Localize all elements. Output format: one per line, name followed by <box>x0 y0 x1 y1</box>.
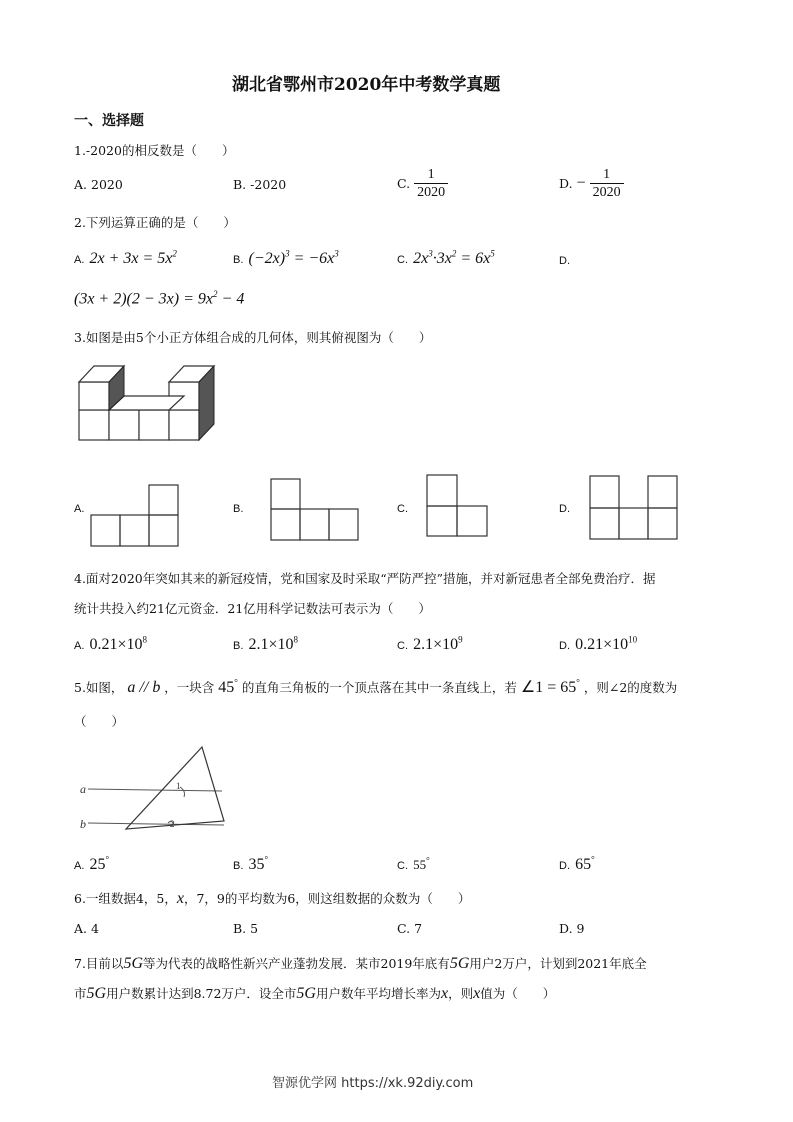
expression: $0.21\times 10^8$ <box>89 634 148 653</box>
option-label: A. <box>74 860 85 872</box>
option-value: 55° <box>413 855 430 872</box>
option-label: C. <box>397 640 408 652</box>
angle-45: 45° <box>218 677 238 696</box>
expression: $2.1\times 10^9$ <box>413 634 463 653</box>
q5-figure <box>76 745 226 835</box>
q4-option-d <box>559 634 637 654</box>
q4-option-a <box>74 634 147 654</box>
q1-stem: 1.-2020的相反数是（ ） <box>74 143 235 158</box>
q6-option-b: B. 5 <box>233 921 259 936</box>
angle-1-label: 1 <box>176 781 181 791</box>
q3-option-d-label: D. <box>559 503 570 515</box>
minus-sign: − <box>576 174 586 192</box>
q1-option-b <box>233 177 286 192</box>
q5-option-c <box>397 854 430 873</box>
expression: $0.21\times 10^{10}$ <box>575 634 638 653</box>
option-label: B. <box>233 860 244 872</box>
q5-paren: （ ） <box>74 714 125 729</box>
term-5g: 5G <box>86 985 107 1002</box>
q4-stem-line1: 4.面对2020年突如其来的新冠疫情，党和国家及时采取“严防严控”措施，并对新冠患者全部免费治疗．据 <box>74 571 656 586</box>
q6-stem: 6.一组数据4，5，x，7，9的平均数为6，则这组数据的众数为（ ） <box>74 890 471 907</box>
variable-x: x <box>176 890 184 907</box>
parallel-expression: a // b <box>127 679 161 696</box>
numerator: 1 <box>427 167 435 182</box>
option-label: B. <box>233 254 244 266</box>
q2-option-d <box>559 249 570 268</box>
q3-option-c-label: C. <box>397 503 408 515</box>
option-label: C. <box>397 254 408 266</box>
expression: $2x + 3x = 5x^2$ <box>89 248 177 267</box>
q1-option-a <box>74 177 123 192</box>
q4-option-b <box>233 634 298 654</box>
q6-option-c: C. 7 <box>397 921 423 936</box>
term-5g: 5G <box>296 985 316 1002</box>
term-5g: 5G <box>449 955 470 972</box>
q3-option-b-figure <box>270 478 360 542</box>
q3-option-b-label: B. <box>233 503 244 515</box>
expression: $2x^3\cdot 3x^2 = 6x^5$ <box>413 248 495 267</box>
q2-stem: 2.下列运算正确的是（ ） <box>74 215 236 230</box>
q3-option-a-figure <box>90 484 180 548</box>
q1-option-d <box>559 166 624 201</box>
option-label: D. <box>559 176 573 191</box>
q5-option-a <box>74 854 109 874</box>
option-value: -2020 <box>250 177 287 192</box>
option-value: 25° <box>89 854 110 873</box>
option-label: A. <box>74 254 85 266</box>
line-a-label: a <box>80 782 86 796</box>
expression: $2.1\times 10^8$ <box>248 634 299 653</box>
option-label: D. <box>559 640 570 652</box>
q7-stem-line1: 7.目前以5G等为代表的战略性新兴产业蓬勃发展．某市2019年底有5G用户2万户，计划到2021年底全 <box>74 955 647 972</box>
q5-option-b <box>233 854 268 874</box>
q1-option-c <box>397 166 448 201</box>
option-value: 65° <box>575 854 595 873</box>
fraction <box>414 166 448 201</box>
q4-option-c <box>397 634 463 654</box>
option-label: C. <box>397 860 408 872</box>
option-label: A. <box>74 640 85 652</box>
q3-option-a-label: A. <box>74 503 85 515</box>
q2-option-d-expression: $(3x + 2)(2 - 3x) = 9x^2 - 4$ <box>74 289 245 308</box>
fraction <box>590 166 624 201</box>
option-value: 35° <box>248 854 269 873</box>
q2-option-b <box>233 248 339 268</box>
option-label: D. <box>559 255 570 267</box>
angle-2-label: 2 <box>170 819 175 829</box>
page-title: 湖北省鄂州市2020年中考数学真题 <box>232 75 501 95</box>
line-b-label: b <box>80 817 86 831</box>
q5-stem: 5.如图， a // b ，一块含 45° 的直角三角板的一个顶点落在其中一条直线上，若 ∠1 = 65° ，则∠2的度数为 <box>74 677 678 696</box>
angle-1-expression: ∠1 = 65° <box>520 677 580 696</box>
option-label: D. <box>559 860 570 872</box>
option-value: 2020 <box>91 177 123 192</box>
q3-option-c-figure <box>426 474 490 538</box>
numerator: 1 <box>603 167 611 182</box>
q2-option-a <box>74 248 177 268</box>
denominator: 2020 <box>590 183 624 201</box>
section-heading: 一、选择题 <box>74 113 144 129</box>
expression: $(-2x)^3 = -6x^3$ <box>248 248 339 267</box>
denominator: 2020 <box>414 183 448 201</box>
option-label: C. <box>397 176 411 191</box>
variable-x: x <box>441 985 449 1002</box>
q4-stem-line2: 统计共投入约21亿元资金．21亿用科学记数法可表示为（ ） <box>74 601 431 616</box>
q3-option-d-figure <box>589 475 679 541</box>
q3-solid-figure <box>74 360 219 446</box>
q6-option-d: D. 9 <box>559 921 585 936</box>
q2-option-c <box>397 248 495 268</box>
variable-x: x <box>473 985 481 1002</box>
option-label: B. <box>233 640 244 652</box>
option-label: A. <box>74 177 88 192</box>
option-label: B. <box>233 177 247 192</box>
q6-option-a: A. 4 <box>74 921 99 936</box>
q7-stem-line2: 市5G用户数累计达到8.72万户．设全市5G用户数年平均增长率为x，则x值为（ ） <box>74 985 556 1002</box>
term-5g: 5G <box>123 955 143 972</box>
footer-watermark: 智源优学网 https://xk.92diy.com <box>272 1076 474 1091</box>
q5-option-d <box>559 854 595 874</box>
q3-stem: 3.如图是由5个小正方体组合成的几何体，则其俯视图为（ ） <box>74 330 432 345</box>
